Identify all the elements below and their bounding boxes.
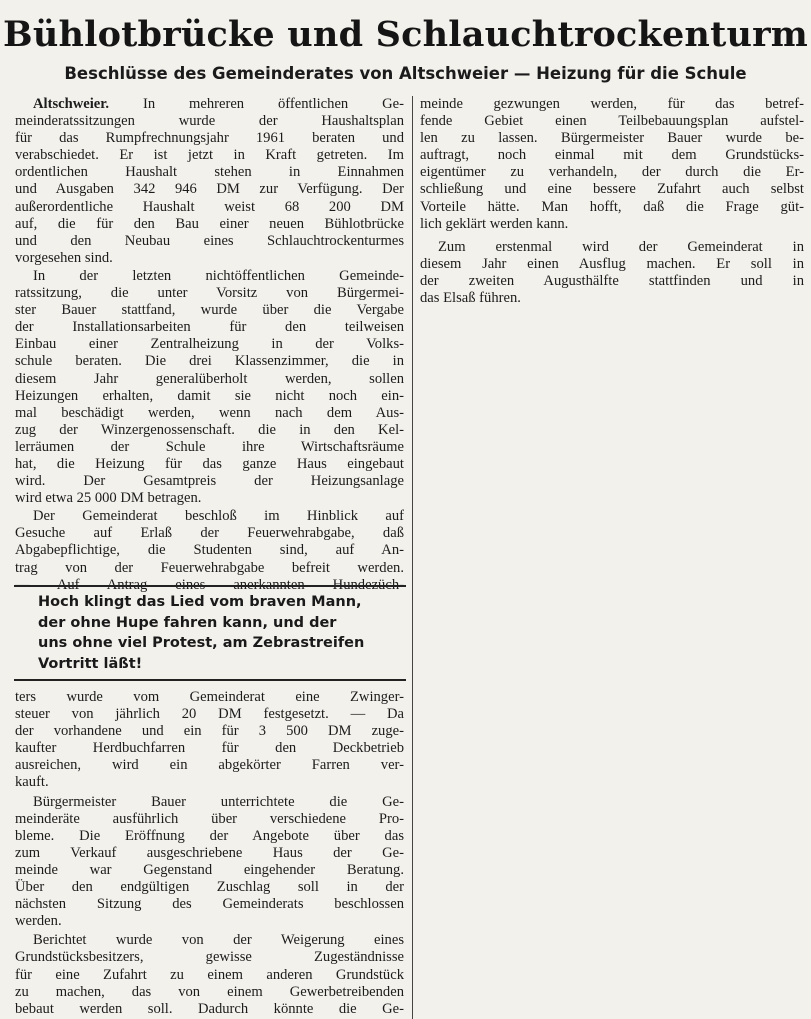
text-line: für eine Zufahrt zu einem anderen Grundstück: [15, 966, 404, 983]
text-line: zu machen, das von einem Gewerbetreibenden: [15, 983, 404, 1000]
text-line: lich geklärt werden kann.: [420, 215, 569, 232]
text-line: und den Neubau eines Schlauchtrockenturmes: [15, 232, 404, 249]
text-line: der zweiten Augusthälfte stattfinden und in: [420, 272, 804, 289]
text-line: diesem Jahr einen Ausflug machen. Er soll in: [420, 255, 804, 272]
text-line: auf, die für den Bau einer neuen Bühlotbrücke: [15, 215, 404, 232]
left-column-top: [15, 96, 404, 594]
subheadline: Beschlüsse des Gemeinderates von Altschweier — Heizung für die Schule: [64, 64, 747, 83]
text-line: wird etwa 25 000 DM betragen.: [15, 490, 202, 507]
text-line: Heizungen erhalten, damit sie nicht noch ein-: [15, 387, 404, 404]
text-line: Einbau einer Zentralheizung in der Volks-: [15, 336, 404, 353]
text-line: [15, 96, 404, 113]
text-line: ausreichen, wird ein abgekörter Farren ver-: [15, 757, 404, 774]
paragraph: [15, 268, 404, 507]
text-line: mal beschädigt werden, wenn nach dem Aus-: [15, 404, 404, 421]
text-line: diesem Jahr generalüberholt werden, sollen: [15, 370, 404, 387]
text-line: schließung und eine bessere Zufahrt auch selbst: [420, 181, 804, 198]
text-line: Über den endgültigen Zuschlag soll in der: [15, 879, 404, 896]
text-line: werden.: [15, 913, 62, 930]
paragraph: [15, 508, 404, 593]
boxed-quote: [38, 592, 398, 674]
text-line: verabschiedet. Er ist jetzt in Kraft getreten. Im: [15, 147, 404, 164]
text-line: kauft.: [15, 774, 49, 791]
text-line: außerordentliche Haushalt weist 68 200 DM: [15, 198, 404, 215]
text-line: Berichtet wurde von der Weigerung eines: [33, 932, 404, 949]
text-line: bleme. Die Eröffnung der Angebote über das: [15, 827, 404, 844]
paragraph: [15, 794, 404, 931]
text-line: Bürgermeister Bauer unterrichtete die Ge-: [33, 793, 404, 810]
right-column: [420, 96, 804, 307]
text-line: bebaut werden soll. Dadurch könnte die Ge-: [15, 1000, 404, 1017]
text-line: trag von der Feuerwehrabgabe befreit werden.: [15, 559, 404, 576]
text-line-rest: In mehreren öffentlichen Ge-: [109, 96, 404, 112]
text-line: das Elsaß führen.: [420, 290, 521, 307]
paragraph: [15, 689, 404, 792]
text-line: der Installationsarbeiten für den teilweisen: [15, 319, 404, 336]
boxed-line: der ohne Hupe fahren kann, und der: [38, 614, 337, 631]
text-line: Vorteile hätte. Man hofft, daß die Frage güt-: [420, 198, 804, 215]
headline: Bühlotbrücke und Schlauchtrockenturm: [3, 14, 808, 55]
text-line: hat, die Heizung für das ganze Haus eingebaut: [15, 455, 404, 472]
text-line: kaufter Herdbuchfarren für den Deckbetrieb: [15, 740, 404, 757]
paragraph: [15, 932, 404, 1017]
text-line: meinderatssitzungen wurde der Haushaltsplan: [15, 113, 404, 130]
text-line: ster Bauer stattfand, wurde über die Vergabe: [15, 302, 404, 319]
left-column-bottom: [15, 689, 404, 1018]
paragraph: [15, 96, 404, 267]
text-line: meinderäte ausführlich über verschiedene Pro-: [15, 810, 404, 827]
paragraph: [420, 239, 804, 307]
text-line: Grundstücksbesitzers, gewisse Zugeständnisse: [15, 949, 404, 966]
text-line: schule beraten. Die drei Klassenzimmer, die in: [15, 353, 404, 370]
boxed-line: Vortritt läßt!: [38, 655, 143, 672]
text-line: Der Gemeinderat beschloß im Hinblick auf: [33, 508, 404, 525]
text-line: fende Gebiet einen Teilbebauungsplan aufstel-: [420, 113, 804, 130]
text-line: meinde war Gegenstand eingehender Beratung.: [15, 861, 404, 878]
paragraph: [420, 96, 804, 233]
dateline: Altschweier.: [33, 96, 110, 112]
text-line: In der letzten nichtöffentlichen Gemeinde-: [33, 267, 404, 284]
text-line: für das Rumpfrechnungsjahr 1961 beraten und: [15, 130, 404, 147]
text-line: wird. Der Gesamtpreis der Heizungsanlage: [15, 473, 404, 490]
text-line: steuer von jährlich 20 DM festgesetzt. — Da: [15, 706, 404, 723]
text-line: lerräumen der Schule ihre Wirtschaftsräume: [15, 438, 404, 455]
text-line: der vorhandene und ein für 3 500 DM zuge-: [15, 723, 404, 740]
text-line: und Ausgaben 342 946 DM zur Verfügung. Der: [15, 181, 404, 198]
text-line: auftragt, noch einmal mit dem Grundstücks-: [420, 147, 804, 164]
text-line: vorgesehen sind.: [15, 249, 113, 266]
text-line: Zum erstenmal wird der Gemeinderat in: [438, 238, 804, 255]
text-line: eigentümer zu verhandeln, der durch die Er-: [420, 164, 804, 181]
box-rule-top: [14, 585, 406, 587]
text-line: zum Verkauf ausgeschriebene Haus der Ge-: [15, 844, 404, 861]
boxed-line: Hoch klingt das Lied vom braven Mann,: [38, 594, 362, 610]
boxed-line: uns ohne viel Protest, am Zebrastreifen: [38, 635, 365, 651]
column-divider: [412, 96, 413, 1019]
text-line: Gesuche auf Erlaß der Feuerwehrabgabe, daß: [15, 525, 404, 542]
text-line: meinde gezwungen werden, für das betref-: [420, 96, 804, 112]
text-line: nächsten Sitzung des Gemeinderats beschlossen: [15, 896, 404, 913]
text-line: ratssitzung, die unter Vorsitz von Bürgermei-: [15, 285, 404, 302]
text-line: Abgabepflichtige, die Studenten sind, auf An-: [15, 542, 404, 559]
text-line: ters wurde vom Gemeinderat eine Zwinger-: [15, 689, 404, 705]
box-rule-bottom: [14, 679, 406, 681]
text-line: zug der Winzergenossenschaft. die in den Kel-: [15, 421, 404, 438]
text-line: ordentlichen Haushalt stehen in Einnahmen: [15, 164, 404, 181]
text-line: len zu lassen. Bürgermeister Bauer wurde be-: [420, 130, 804, 147]
